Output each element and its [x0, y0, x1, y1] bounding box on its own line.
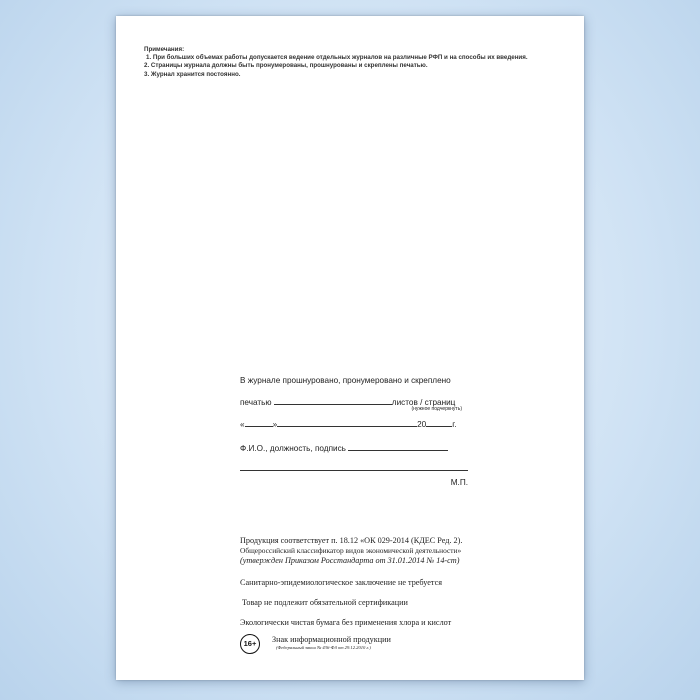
law-reference: (Федеральный закон № 436-ФЗ от 29.12.2010 г.) [276, 645, 371, 650]
year-field[interactable] [426, 418, 452, 427]
year-suffix: г. [452, 420, 457, 429]
date-close-quote: » [272, 420, 278, 429]
cert-text: Товар не подлежит обязательной сертификации [242, 598, 408, 607]
fio-field[interactable] [348, 442, 448, 451]
fio-row [240, 442, 468, 462]
month-field[interactable] [277, 418, 417, 427]
notes-block [144, 46, 564, 79]
age-rating-16-icon: 16+ [240, 634, 260, 654]
info-sign-text-block [272, 636, 391, 652]
underline-note: (нужное подчеркнуть) [411, 406, 462, 412]
fio-label: Ф.И.О., должность, подпись [240, 444, 346, 453]
journal-back-page [116, 16, 584, 680]
sheets-label: листов / страниц [391, 398, 456, 407]
product-line-2: Общероссийский классификатор видов экономической деятельности» [240, 546, 462, 555]
binding-line: В журнале прошнуровано, пронумеровано и скреплено [240, 376, 451, 385]
sheets-count-field[interactable] [274, 396, 392, 405]
year-prefix: 20 [417, 420, 427, 429]
notes-heading: Примечания: [144, 46, 185, 53]
info-sign-label: Знак информационной продукции [272, 635, 391, 644]
date-row [240, 418, 468, 442]
note-item-2: 2. Страницы журнала должны быть пронумерованы, прошнурованы и скреплены печатью. [144, 62, 428, 70]
product-line-3: (утвержден Приказом Росстандарта от 31.01.2014 № 14-ст) [240, 556, 460, 565]
seal-row [240, 396, 468, 406]
sanitary-text: Санитарно-эпидемиологическое заключение не требуется [240, 578, 442, 587]
date-open-quote: « [240, 420, 245, 429]
note-item-3: 3. Журнал хранится постоянно. [144, 70, 241, 78]
day-field[interactable] [245, 418, 273, 427]
age-info-row [240, 634, 540, 654]
product-info-block [240, 536, 540, 654]
signature-field[interactable] [240, 462, 468, 471]
product-line-1: Продукция соответствует п. 18.12 «ОК 029-2014 (КДЕС Ред. 2). [240, 536, 463, 545]
eco-text: Экологически чистая бумага без применения хлора и кислот [240, 618, 452, 627]
note-item-1: 1. При больших объемах работы допускается ведение отдельных журналов на различные РФП и на способы их введения. [146, 54, 528, 62]
seal-label: печатью [240, 398, 272, 407]
signature-row [240, 462, 468, 478]
binding-certification-block [240, 376, 468, 488]
mp-label: М.П. [450, 478, 468, 487]
